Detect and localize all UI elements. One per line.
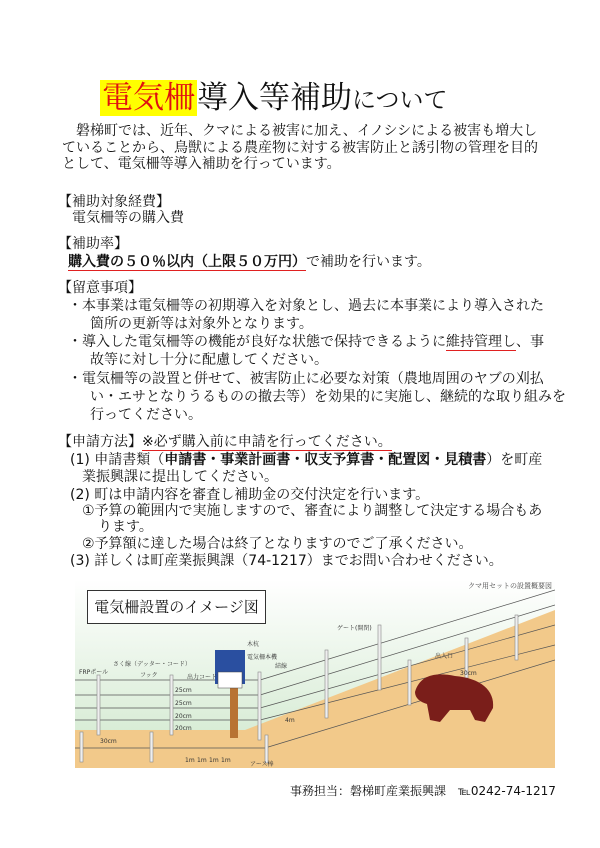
dim-label: 4m <box>285 717 295 724</box>
label-post: 木杭 <box>247 641 260 648</box>
dim-label: 1m <box>197 757 207 764</box>
intro-line: として、電気柵等導入補助を行っています。 <box>62 156 341 172</box>
target-body: 電気柵等の購入費 <box>72 210 184 226</box>
dim-label: 30cm <box>100 738 117 745</box>
label-wire: さく線（デッター・コード） <box>113 661 191 668</box>
rate-body: 購入費の５０％以内（上限５０万円）で補助を行います。 <box>68 254 431 270</box>
intro-line: 磐梯町では、近年、クマによる被害に加え、イノシシによる被害も増大し <box>62 123 538 139</box>
note-line: 箇所の更新等は対象外となります。 <box>90 316 313 332</box>
note-line: ・本事業は電気柵等の初期導入を対象とし、過去に本事業により導入された <box>68 298 544 314</box>
note-line: 故等に対し十分に配慮してください。 <box>90 352 328 368</box>
dim-label: 20cm <box>175 725 192 732</box>
label-earth: アース棒 <box>250 761 274 768</box>
note-line: ・電気柵等の設置と併せて、被害防止に必要な対策（農地周囲のヤブの刈払 <box>68 371 544 387</box>
notes-heading: 【留意事項】 <box>58 280 142 296</box>
dim-label: 1m <box>209 757 219 764</box>
note-line: ・導入した電気柵等の機能が良好な状態で保持できるように維持管理し、事 <box>68 334 544 350</box>
dim-label: 1m <box>185 757 195 764</box>
apply-line: ります。 <box>98 519 153 535</box>
figure-label: 電気柵設置のイメージ図 <box>87 590 266 624</box>
label-pole: FRPポール <box>79 669 109 676</box>
label-entrance: 出入口 <box>435 653 454 660</box>
apply-line: ①予算の範囲内で実施しますので、審査により調整して決定する場合もあ <box>82 503 543 519</box>
dim-label: 1m <box>221 757 231 764</box>
apply-heading: 【申請方法】※必ず購入前に申請を行ってください。 <box>58 434 392 450</box>
contact-footer: 事務担当：磐梯町産業振興課 ℡0242-74-1217 <box>290 784 556 798</box>
apply-line: (1) 申請書類（申請書・事業計画書・収支予算書・配置図・見積書）を町産 <box>70 452 543 468</box>
dim-label: 25cm <box>175 687 192 694</box>
label-gate: ゲート(開閉) <box>337 625 372 632</box>
dim-label: 30cm <box>460 670 477 677</box>
label-insulator: 結線 <box>275 663 288 670</box>
dim-label: 25cm <box>175 700 192 707</box>
figure-caption: クマ用セットの設置概要図 <box>468 582 552 590</box>
intro-line: ていることから、鳥獣による農産物に対する被害防止と誘引物の管理を目的 <box>62 140 538 156</box>
page-title: 電気柵導入等補助について <box>102 80 448 116</box>
apply-line: (3) 詳しくは町産業振興課（74-1217）までお問い合わせください。 <box>70 553 503 569</box>
note-line: 行ってください。 <box>90 407 202 423</box>
label-energizer: 電気柵本機 <box>247 654 278 661</box>
apply-line: (2) 町は申請内容を審査し補助金の交付決定を行います。 <box>70 487 430 503</box>
apply-line: ②予算額に達した場合は終了となりますのでご了承ください。 <box>82 536 473 552</box>
label-hook: フック <box>140 672 158 679</box>
apply-line: 業振興課に提出してください。 <box>82 469 278 485</box>
target-heading: 【補助対象経費】 <box>58 194 170 210</box>
note-line: い・エサとなりうるものの撤去等）を効果的に実施し、継続的な取り組みを <box>90 389 566 405</box>
dim-label: 20cm <box>175 713 192 720</box>
label-output: 出力コード <box>187 674 218 681</box>
rate-heading: 【補助率】 <box>58 236 128 252</box>
